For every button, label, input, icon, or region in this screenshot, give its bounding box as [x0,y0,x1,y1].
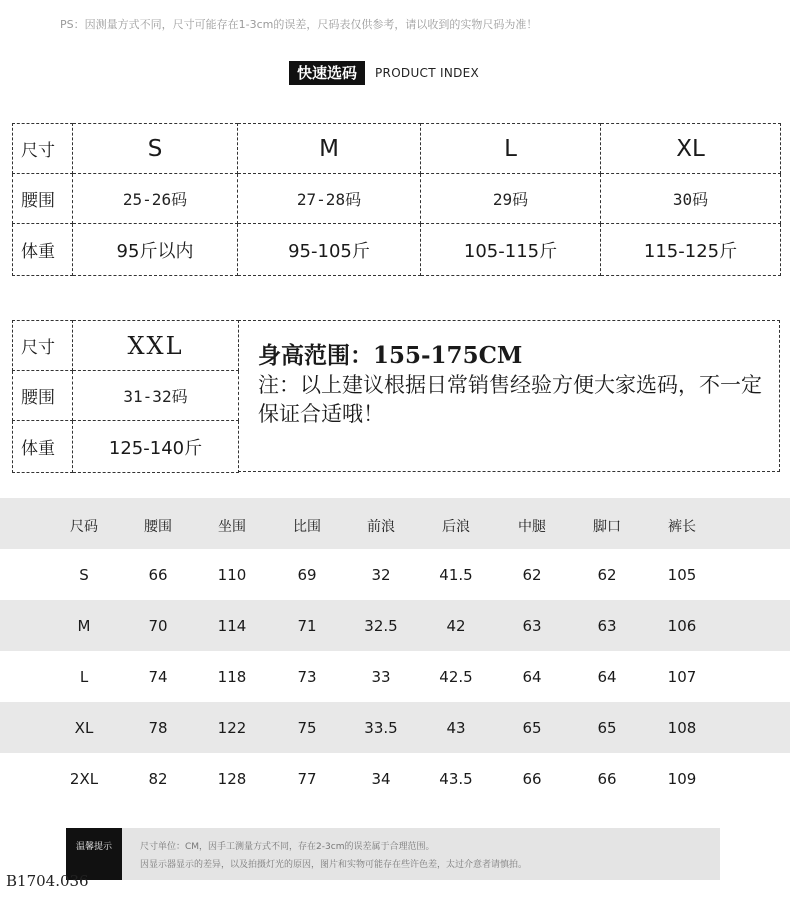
table-cell: 105 [667,566,697,584]
weight-xl: 115-125斤 [601,224,781,276]
table-cell: 110 [217,566,247,584]
index-header-cn: 快速选码 [289,61,365,85]
xxl-size-table [12,320,239,473]
index-header-en: PRODUCT INDEX [375,66,480,80]
table-cell: 109 [667,770,697,788]
header-hip: 坐围 [218,519,246,535]
size-l: L [421,124,601,174]
weight-s: 95斤以内 [73,224,238,276]
height-range: 身高范围：155-175CM [258,342,523,369]
row-label-size: 尺寸 [13,321,73,371]
row-label-waist: 腰围 [13,371,73,421]
size-s: S [73,124,238,174]
table-cell: XL [74,719,94,737]
table-cell: 107 [667,668,697,686]
table-cell: 70 [148,617,168,635]
table-cell: 65 [522,719,542,737]
row-label-weight: 体重 [13,224,73,276]
header-waist: 腰围 [144,519,172,535]
waist-m: 27-28码 [238,174,421,224]
table-cell: 78 [148,719,168,737]
footer-line-2: 因显示器显示的差异，以及拍摄灯光的原因，图片和实物可能存在些许色差，太过介意者请慎拍。 [140,860,528,870]
footer-line-1: 尺寸单位：CM，因手工测量方式不同，存在2-3cm的误差属于合理范围。 [140,842,435,852]
size-xxl: XXL [73,321,239,371]
size-note: 注：以上建议根据日常销售经验方便大家选码，不一定保证合适哦！ [258,373,762,426]
header-size: 尺码 [70,519,98,535]
header-back-rise: 后浪 [442,519,470,535]
table-cell: 71 [297,617,317,635]
waist-s: 25-26码 [73,174,238,224]
table-row [0,753,790,804]
table-cell: 34 [371,770,391,788]
table-row [0,702,790,753]
ps-note: PS：因测量方式不同，尺寸可能存在1-3cm的误差，尺码表仅供参考，请以收到的实物尺码为准！ [60,18,538,31]
waist-xxl: 31-32码 [73,371,239,421]
table-cell: 32 [371,566,391,584]
footer-text [140,838,527,874]
row-label-size: 尺寸 [13,124,73,174]
table-cell: 63 [522,617,542,635]
table-cell: 66 [148,566,168,584]
size-m: M [238,124,421,174]
header-mid-leg: 中腿 [518,519,546,535]
size-note-box [238,320,780,472]
row-label-weight: 体重 [13,421,73,473]
measurement-header-row [0,498,790,549]
footer-notice [66,828,720,880]
table-cell: 128 [217,770,247,788]
quick-size-table [12,123,781,276]
table-cell: 75 [297,719,317,737]
table-row [0,651,790,702]
table-cell: 33 [371,668,391,686]
table-cell: 74 [148,668,168,686]
table-cell: 108 [667,719,697,737]
weight-m: 95-105斤 [238,224,421,276]
table-cell: 114 [217,617,247,635]
row-label-waist: 腰围 [13,174,73,224]
table-cell: 106 [667,617,697,635]
table-cell: 42.5 [439,668,473,686]
table-cell: 69 [297,566,317,584]
header-front-rise: 前浪 [367,519,395,535]
table-cell: 73 [297,668,317,686]
product-index-header [289,61,479,85]
table-cell: 64 [522,668,542,686]
table-cell: L [79,668,89,686]
weight-xxl: 125-140斤 [73,421,239,473]
measurement-table [0,498,790,804]
table-cell: 118 [217,668,247,686]
waist-xl: 30码 [601,174,781,224]
table-cell: 41.5 [439,566,473,584]
table-row [0,600,790,651]
footer-badge: 温馨提示 [66,828,122,880]
waist-l: 29码 [421,174,601,224]
table-cell: 2XL [69,770,99,788]
product-code: B1704.036 [6,872,89,890]
table-cell: 122 [217,719,247,737]
table-cell: 65 [597,719,617,737]
table-cell: 66 [522,770,542,788]
header-hem: 脚口 [593,519,621,535]
table-row [0,549,790,600]
table-cell: 66 [597,770,617,788]
table-cell: 43 [446,719,466,737]
table-cell: 82 [148,770,168,788]
table-cell: 62 [597,566,617,584]
table-cell: 77 [297,770,317,788]
weight-l: 105-115斤 [421,224,601,276]
table-cell: 64 [597,668,617,686]
table-cell: 33.5 [364,719,398,737]
table-cell: 62 [522,566,542,584]
table-cell: 42 [446,617,466,635]
header-length: 裤长 [668,519,696,535]
table-cell: 32.5 [364,617,398,635]
header-thigh: 比围 [293,519,321,535]
size-xl: XL [601,124,781,174]
table-cell: 43.5 [439,770,473,788]
table-cell: S [79,566,89,584]
table-cell: M [77,617,91,635]
table-cell: 63 [597,617,617,635]
